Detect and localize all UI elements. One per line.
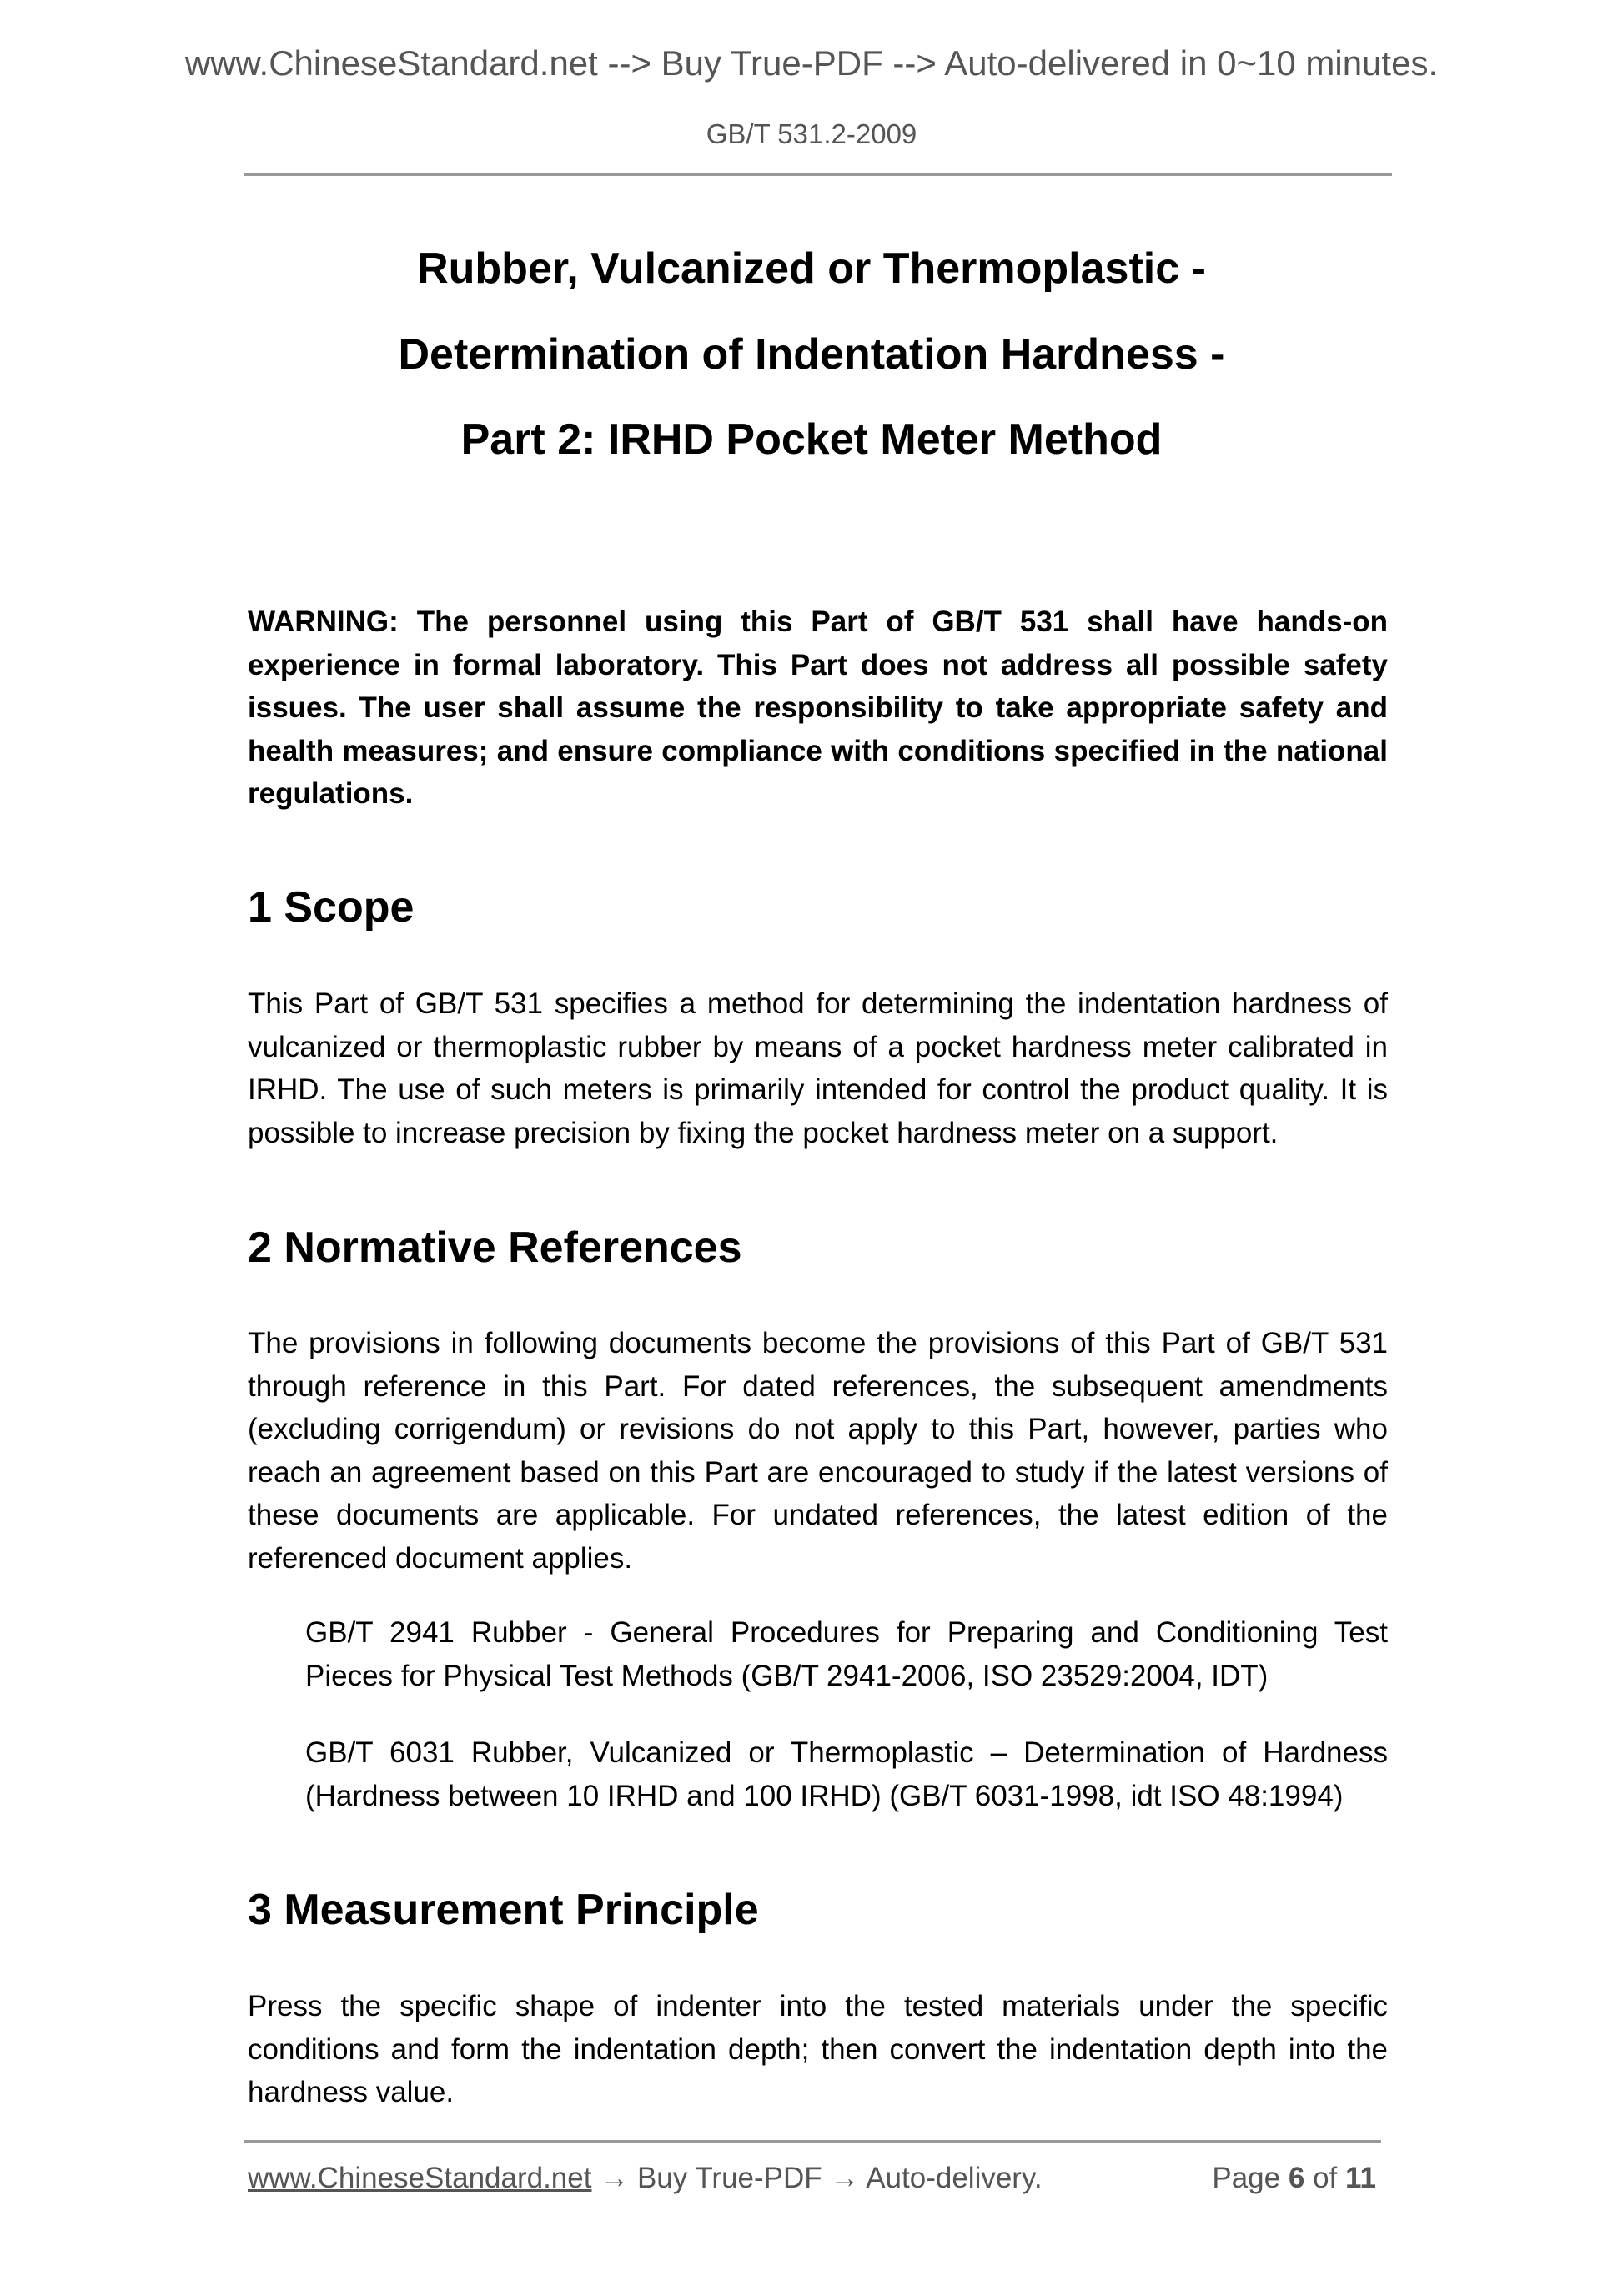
title-line-2: Determination of Indentation Hardness -	[398, 330, 1225, 379]
footer-link[interactable]: www.ChineseStandard.net	[248, 2162, 592, 2194]
title-line-1: Rubber, Vulcanized or Thermoplastic -	[417, 244, 1206, 293]
scope-paragraph: This Part of GB/T 531 specifies a method for determining the indentation hardness of vulcanized or thermoplastic rubber by means of a pocket hardness meter calibrated in IRHD. The use of such meters is primarily intended for control the product quality. It is possible to increase precision by fixing the pocket hardness meter on a support.	[248, 987, 1388, 1149]
principle-paragraph: Press the specific shape of indenter into the tested materials under the specific conditions and form the indentation depth; then convert the indentation depth into the hardness value.	[248, 1990, 1388, 2108]
section-heading-references: 2 Normative References	[248, 1223, 742, 1272]
footer-delivery: Auto-delivery.	[866, 2162, 1043, 2194]
arrow-icon: →	[600, 2162, 630, 2194]
reference-item: GB/T 6031 Rubber, Vulcanized or Thermoplastic – Determination of Hardness (Hardness between 10 IRHD and 100 IRHD) (GB/T 6031-1998, idt ISO 48:1994)	[305, 1736, 1388, 1812]
title-line-3: Part 2: IRHD Pocket Meter Method	[460, 415, 1163, 464]
page-of: of	[1313, 2162, 1338, 2194]
footer-buy: Buy True-PDF	[636, 2162, 822, 2194]
header-divider	[244, 173, 1392, 176]
footer-text	[248, 2162, 1043, 2195]
document-code: GB/T 531.2-2009	[706, 118, 917, 149]
page-label: Page	[1212, 2162, 1281, 2194]
page-indicator	[1212, 2162, 1376, 2195]
footer-divider	[244, 2140, 1381, 2143]
arrow-icon: →	[830, 2162, 860, 2194]
page-number: 6	[1288, 2162, 1305, 2194]
header-banner: www.ChineseStandard.net --> Buy True-PDF --> Auto-delivered in 0~10 minutes.	[184, 43, 1439, 83]
page-total: 11	[1345, 2162, 1376, 2194]
reference-item: GB/T 2941 Rubber - General Procedures for Preparing and Conditioning Test Pieces for Physical Test Methods (GB/T 2941-2006, ISO 23529:2004, IDT)	[305, 1616, 1388, 1692]
section-heading-principle: 3 Measurement Principle	[248, 1886, 759, 1934]
section-heading-scope: 1 Scope	[248, 883, 415, 932]
warning-paragraph: WARNING: The personnel using this Part of GB/T 531 shall have hands-on experience in formal laboratory. This Part does not address all possible safety issues. The user shall assume the responsibility to take appropriate safety and health measures; and ensure compliance with conditions specified in the national regulations.	[248, 605, 1388, 810]
references-paragraph: The provisions in following documents become the provisions of this Part of GB/T 531 through reference in this Part. For dated references, the subsequent amendments (excluding corrigendum) or revisions do not apply to this Part, however, parties who reach an agreement based on this Part are encouraged to study if the latest versions of these documents are applicable. For undated references, the latest edition of the referenced document applies.	[248, 1327, 1388, 1575]
